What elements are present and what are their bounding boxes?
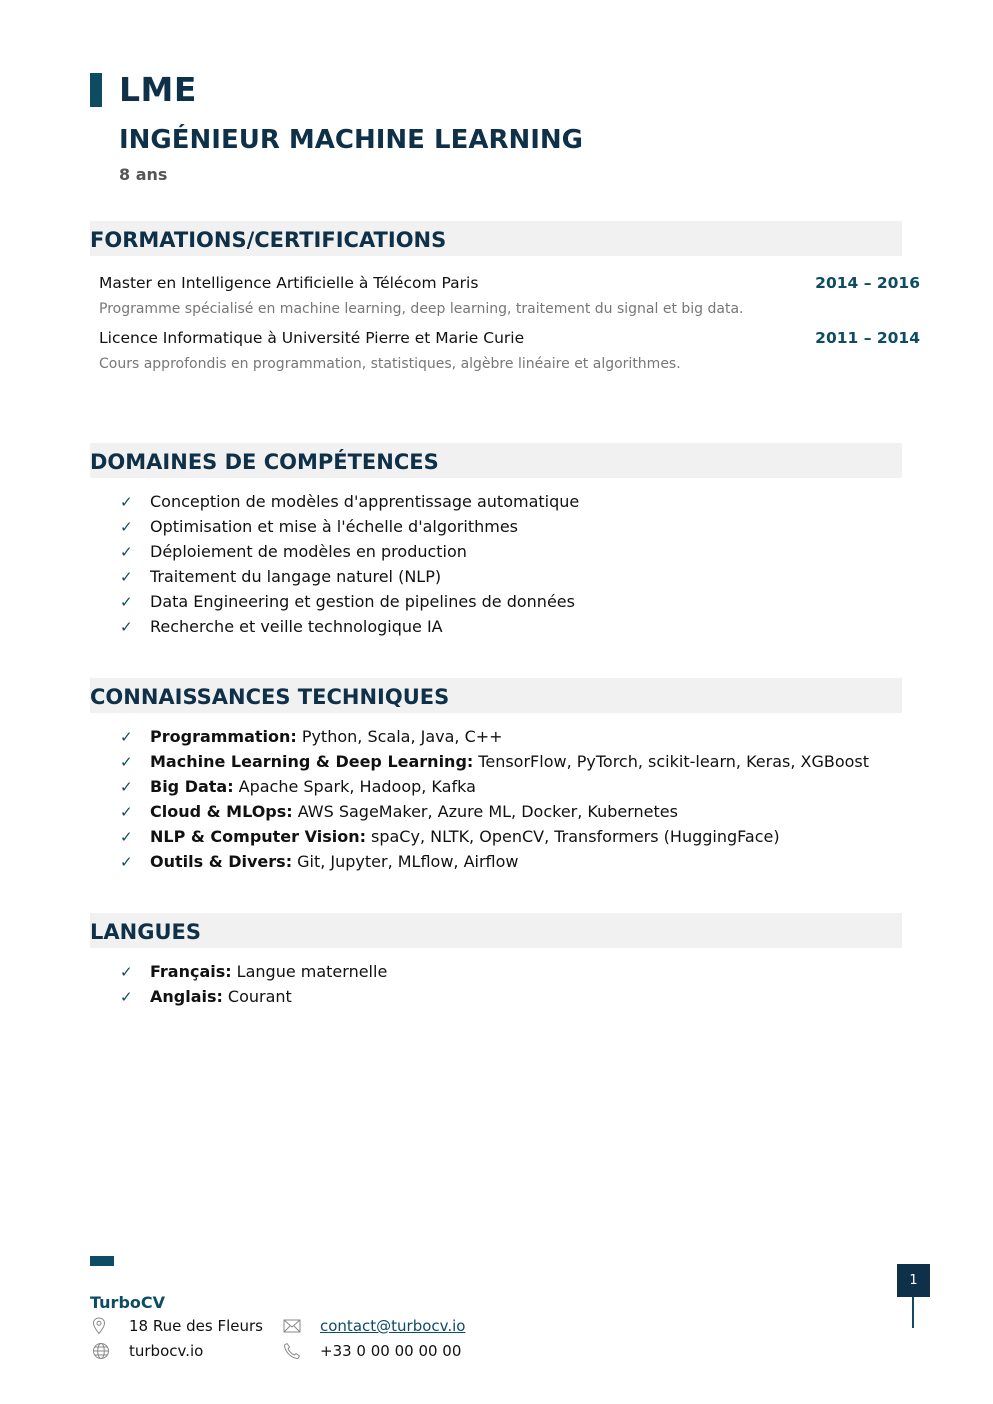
formation-date: 2011 – 2014 bbox=[815, 329, 920, 347]
footer-website bbox=[92, 1342, 203, 1360]
technique-value: Git, Jupyter, MLflow, Airflow bbox=[297, 852, 519, 871]
competence-text: Conception de modèles d'apprentissage automatique bbox=[150, 492, 580, 511]
list-item bbox=[120, 564, 902, 589]
website-text[interactable]: turbocv.io bbox=[129, 1342, 204, 1360]
check-icon: ✓ bbox=[120, 567, 133, 586]
list-item bbox=[120, 959, 902, 984]
technique-value: Apache Spark, Hadoop, Kafka bbox=[238, 777, 476, 796]
check-icon: ✓ bbox=[120, 777, 133, 796]
phone-icon bbox=[283, 1342, 320, 1360]
section-title-langues: LANGUES bbox=[90, 913, 902, 948]
check-icon: ✓ bbox=[120, 517, 133, 536]
footer-brand: TurboCV bbox=[90, 1293, 166, 1312]
competence-text: Déploiement de modèles en production bbox=[150, 542, 467, 561]
check-icon: ✓ bbox=[120, 727, 133, 746]
mail-icon bbox=[283, 1319, 320, 1333]
page-number: 1 bbox=[897, 1264, 930, 1297]
list-item bbox=[120, 614, 902, 639]
page-number-line bbox=[912, 1297, 914, 1328]
name-accent-bar bbox=[90, 73, 102, 107]
list-item bbox=[120, 984, 902, 1009]
list-item bbox=[120, 799, 902, 824]
formation-title: Master en Intelligence Artificielle à Télécom Paris bbox=[99, 274, 479, 292]
check-icon: ✓ bbox=[120, 492, 133, 511]
footer-phone bbox=[283, 1342, 461, 1360]
list-item bbox=[120, 749, 902, 774]
formation-item bbox=[99, 274, 920, 320]
experience-years: 8 ans bbox=[119, 165, 168, 184]
technique-value: TensorFlow, PyTorch, scikit-learn, Keras, XGBoost bbox=[478, 752, 870, 771]
competence-text: Data Engineering et gestion de pipelines de données bbox=[150, 592, 575, 611]
technique-label: Big Data: bbox=[150, 777, 234, 796]
competence-text: Traitement du langage naturel (NLP) bbox=[150, 567, 442, 586]
langue-label: Anglais: bbox=[150, 987, 223, 1006]
email-link[interactable]: contact@turbocv.io bbox=[320, 1317, 466, 1335]
list-item bbox=[120, 824, 902, 849]
formation-title: Licence Informatique à Université Pierre et Marie Curie bbox=[99, 329, 525, 347]
technique-label: Machine Learning & Deep Learning: bbox=[150, 752, 474, 771]
langue-value: Courant bbox=[227, 987, 292, 1006]
list-item bbox=[120, 539, 902, 564]
techniques-section bbox=[90, 678, 902, 874]
candidate-name: LME bbox=[119, 70, 197, 109]
langues-list bbox=[120, 959, 902, 1009]
technique-label: NLP & Computer Vision: bbox=[150, 827, 366, 846]
list-item bbox=[120, 489, 902, 514]
footer-email bbox=[283, 1317, 465, 1335]
check-icon: ✓ bbox=[120, 617, 133, 636]
location-pin-icon bbox=[92, 1317, 129, 1335]
competence-text: Optimisation et mise à l'échelle d'algorithmes bbox=[150, 517, 519, 536]
formation-description: Cours approfondis en programmation, statistiques, algèbre linéaire et algorithmes. bbox=[99, 356, 681, 372]
competence-text: Recherche et veille technologique IA bbox=[150, 617, 443, 636]
check-icon: ✓ bbox=[120, 962, 133, 981]
technique-value: spaCy, NLTK, OpenCV, Transformers (HuggingFace) bbox=[371, 827, 780, 846]
list-item bbox=[120, 589, 902, 614]
technique-value: Python, Scala, Java, C++ bbox=[301, 727, 503, 746]
check-icon: ✓ bbox=[120, 827, 133, 846]
technique-label: Programmation: bbox=[150, 727, 297, 746]
globe-icon bbox=[92, 1342, 129, 1360]
phone-text: +33 0 00 00 00 00 bbox=[320, 1342, 462, 1360]
langue-value: Langue maternelle bbox=[236, 962, 388, 981]
competences-list bbox=[120, 489, 902, 639]
formation-item bbox=[99, 329, 920, 375]
section-title-techniques: CONNAISSANCES TECHNIQUES bbox=[90, 678, 902, 713]
check-icon: ✓ bbox=[120, 752, 133, 771]
footer-address bbox=[92, 1317, 263, 1335]
check-icon: ✓ bbox=[120, 542, 133, 561]
check-icon: ✓ bbox=[120, 802, 133, 821]
formation-date: 2014 – 2016 bbox=[815, 274, 920, 292]
formations-section bbox=[90, 221, 920, 375]
competences-section bbox=[90, 443, 902, 639]
check-icon: ✓ bbox=[120, 987, 133, 1006]
technique-label: Outils & Divers: bbox=[150, 852, 293, 871]
footer-accent-mark bbox=[90, 1256, 114, 1266]
job-title: INGÉNIEUR MACHINE LEARNING bbox=[119, 125, 584, 155]
langue-label: Français: bbox=[150, 962, 232, 981]
list-item bbox=[120, 724, 902, 749]
list-item bbox=[120, 849, 902, 874]
section-title-formations: FORMATIONS/CERTIFICATIONS bbox=[90, 221, 902, 256]
name-row bbox=[90, 70, 583, 109]
langues-section bbox=[90, 913, 902, 1009]
list-item bbox=[120, 774, 902, 799]
check-icon: ✓ bbox=[120, 852, 133, 871]
cv-header bbox=[90, 70, 583, 184]
technique-value: AWS SageMaker, Azure ML, Docker, Kubernetes bbox=[297, 802, 678, 821]
list-item bbox=[120, 514, 902, 539]
address-text: 18 Rue des Fleurs bbox=[129, 1317, 263, 1335]
formation-description: Programme spécialisé en machine learning, deep learning, traitement du signal et big data. bbox=[99, 301, 744, 317]
section-title-competences: DOMAINES DE COMPÉTENCES bbox=[90, 443, 902, 478]
techniques-list bbox=[120, 724, 902, 874]
technique-label: Cloud & MLOps: bbox=[150, 802, 293, 821]
check-icon: ✓ bbox=[120, 592, 133, 611]
